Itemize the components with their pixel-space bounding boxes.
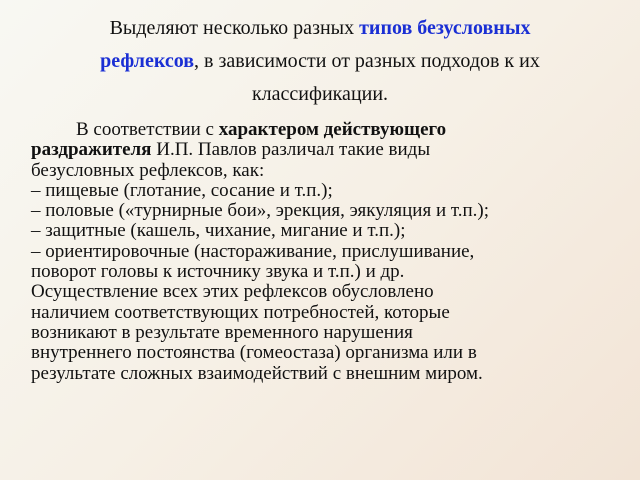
intro-text: И.П. Павлов различал такие виды [151,139,431,161]
intro-bold: характером действующего [218,119,447,140]
heading-line-1 [28,12,612,45]
heading-highlight: рефлексов [100,50,195,72]
paragraph-line: наличием соответствующих потребностей, которые [31,301,450,323]
list-item-food: – пищевые (глотание, сосание и т.п.); [31,179,333,201]
list-item-orienting: – ориентировочные (настораживание, прислушивание, [31,240,475,262]
intro-line-3: безусловных рефлексов, как: [31,159,265,181]
heading-highlight: типов безусловных [359,17,531,39]
intro-line [31,120,619,140]
heading-line-2 [28,45,612,78]
heading-text: Выделяют несколько разных [109,17,360,39]
list-item-sexual: – половые («турнирные бои», эрекция, эякуляция и т.п.); [31,200,490,222]
paragraph-line: внутреннего постоянства (гомеостаза) организма или в [31,342,477,364]
intro-text: В соответствии с [76,119,219,140]
list-item-orienting-cont: поворот головы к источнику звука и т.п.) и др. [31,261,405,283]
paragraph-line: возникают в результате временного нарушения [31,321,413,343]
slide-heading [28,12,612,111]
intro-bold: раздражителя [31,139,152,161]
paragraph-line: результате сложных взаимодействий с внешним миром. [31,362,483,384]
paragraph-line: Осуществление всех этих рефлексов обусловлено [31,281,434,303]
intro-line-2 [31,140,619,160]
heading-text: , в зависимости от разных подходов к их [194,50,540,72]
slide-body-text [31,120,619,384]
heading-line-3: классификации. [251,83,389,105]
list-item-protective: – защитные (кашель, чихание, мигание и т.п.); [31,220,406,242]
